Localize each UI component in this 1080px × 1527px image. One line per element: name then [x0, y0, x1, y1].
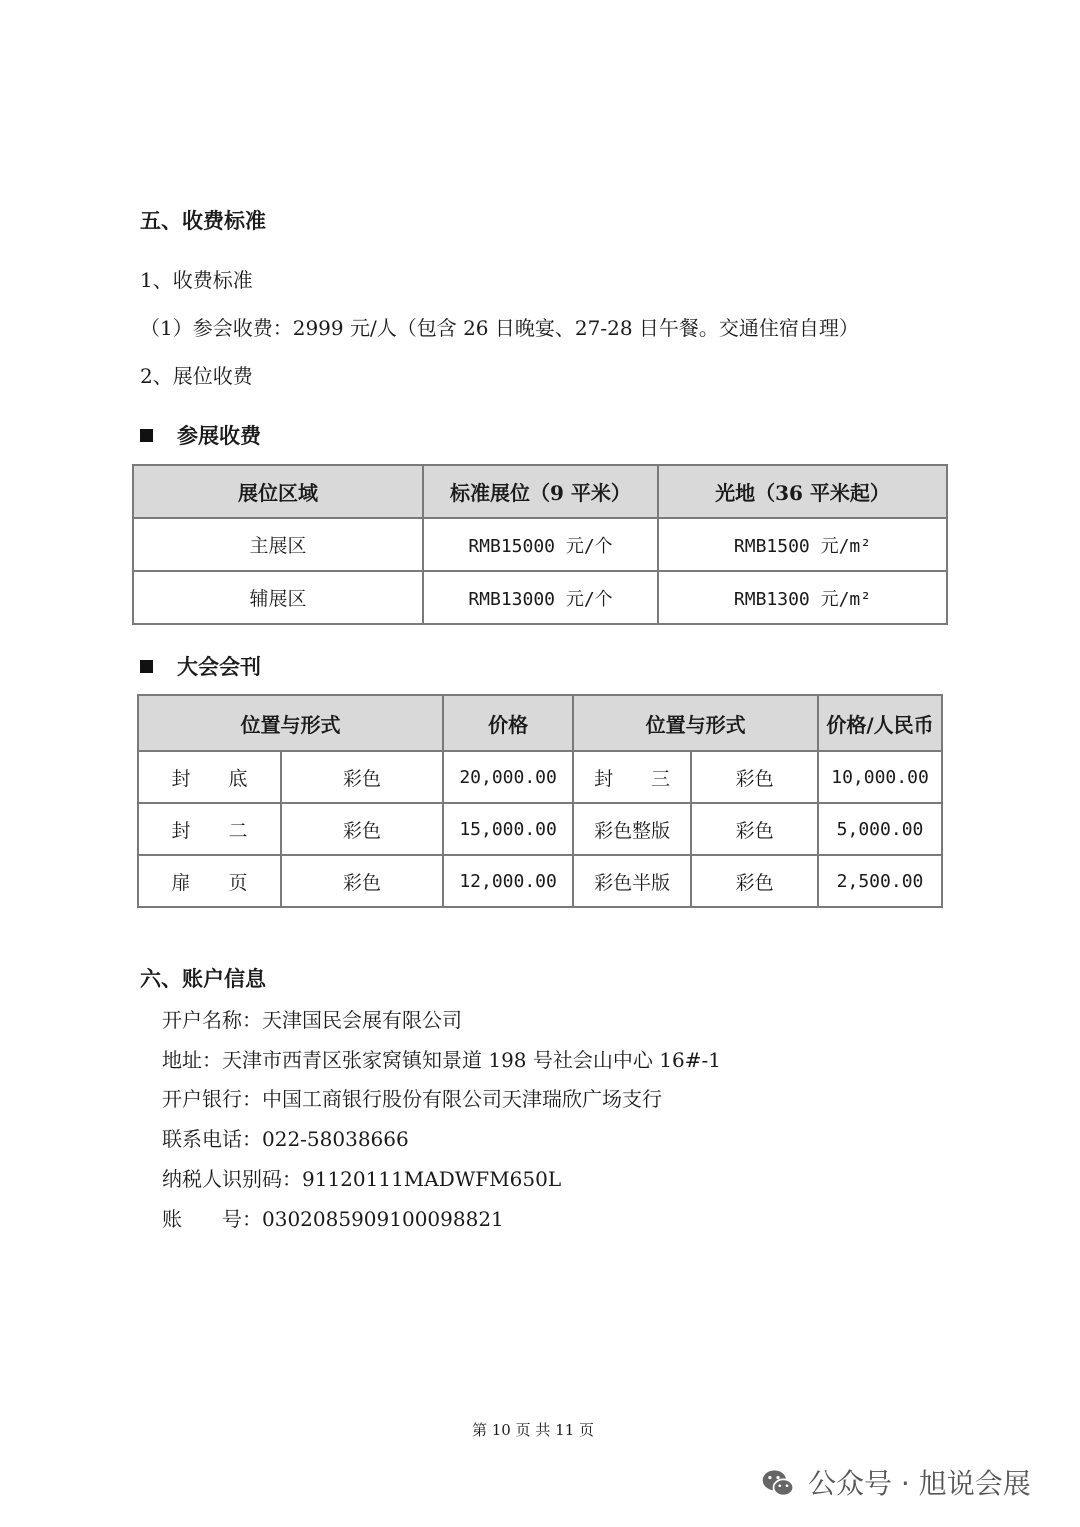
section-5-sub2: 2、展位收费	[140, 364, 253, 388]
table-cell: 彩色	[691, 751, 818, 803]
table-header: 位置与形式	[573, 695, 818, 751]
exhibit-fee-table	[132, 464, 948, 625]
watermark-text: 公众号 · 旭说会展	[808, 1467, 1031, 1500]
table-cell: 12,000.00	[443, 855, 573, 907]
section-5-sub1: 1、收费标准	[140, 268, 253, 292]
table-row	[138, 855, 942, 907]
table-cell: 彩色整版	[573, 803, 691, 855]
journal-fee-table	[137, 694, 943, 908]
table-header: 位置与形式	[138, 695, 443, 751]
table-cell: 2,500.00	[818, 855, 942, 907]
page-number: 第 10 页 共 11 页	[472, 1421, 595, 1439]
table-cell: 封 底	[138, 751, 281, 803]
table-cell: 15,000.00	[443, 803, 573, 855]
table-cell: RMB15000 元/个	[423, 518, 658, 571]
wechat-icon	[760, 1465, 796, 1501]
table-cell: 彩色	[691, 803, 818, 855]
table-cell: 彩色	[281, 751, 443, 803]
square-bullet-icon	[140, 429, 153, 442]
table-header: 价格/人民币	[818, 695, 942, 751]
table-cell: RMB13000 元/个	[423, 571, 658, 624]
table-cell: 封 三	[573, 751, 691, 803]
exhibit-fee-title	[140, 420, 261, 450]
table-cell: 彩色	[691, 855, 818, 907]
table-cell: 彩色	[281, 855, 443, 907]
table-header: 光地（36 平米起）	[658, 465, 947, 518]
table-cell: 彩色半版	[573, 855, 691, 907]
account-line: 账 号：0302085909100098821	[162, 1207, 504, 1231]
account-line: 地址：天津市西青区张家窝镇知景道 198 号社会山中心 16#-1	[162, 1048, 721, 1072]
section-5-heading: 五、收费标准	[140, 208, 266, 233]
journal-fee-title-text: 大会会刊	[177, 654, 261, 679]
table-cell: 10,000.00	[818, 751, 942, 803]
table-cell: RMB1500 元/m²	[658, 518, 947, 571]
table-row	[133, 518, 947, 571]
table-cell: 扉 页	[138, 855, 281, 907]
table-row	[138, 803, 942, 855]
table-header: 展位区域	[133, 465, 423, 518]
table-cell: 辅展区	[133, 571, 423, 624]
exhibit-fee-title-text: 参展收费	[177, 423, 261, 448]
table-cell: 5,000.00	[818, 803, 942, 855]
table-cell: 封 二	[138, 803, 281, 855]
table-header: 标准展位（9 平米）	[423, 465, 658, 518]
table-cell: RMB1300 元/m²	[658, 571, 947, 624]
table-cell: 主展区	[133, 518, 423, 571]
table-cell: 彩色	[281, 803, 443, 855]
table-cell: 20,000.00	[443, 751, 573, 803]
square-bullet-icon	[140, 660, 153, 673]
account-line: 联系电话：022-58038666	[162, 1127, 409, 1151]
section-6-heading: 六、账户信息	[140, 966, 266, 991]
table-row	[133, 571, 947, 624]
table-row	[138, 751, 942, 803]
account-line: 开户银行：中国工商银行股份有限公司天津瑞欣广场支行	[162, 1087, 662, 1111]
journal-fee-title	[140, 651, 261, 681]
table-header: 价格	[443, 695, 573, 751]
watermark	[760, 1462, 1031, 1502]
account-line: 纳税人识别码：91120111MADWFM650L	[162, 1167, 562, 1191]
fee-line: （1）参会收费：2999 元/人（包含 26 日晚宴、27-28 日午餐。交通住宿自理）	[140, 316, 859, 340]
account-line: 开户名称：天津国民会展有限公司	[162, 1008, 462, 1032]
